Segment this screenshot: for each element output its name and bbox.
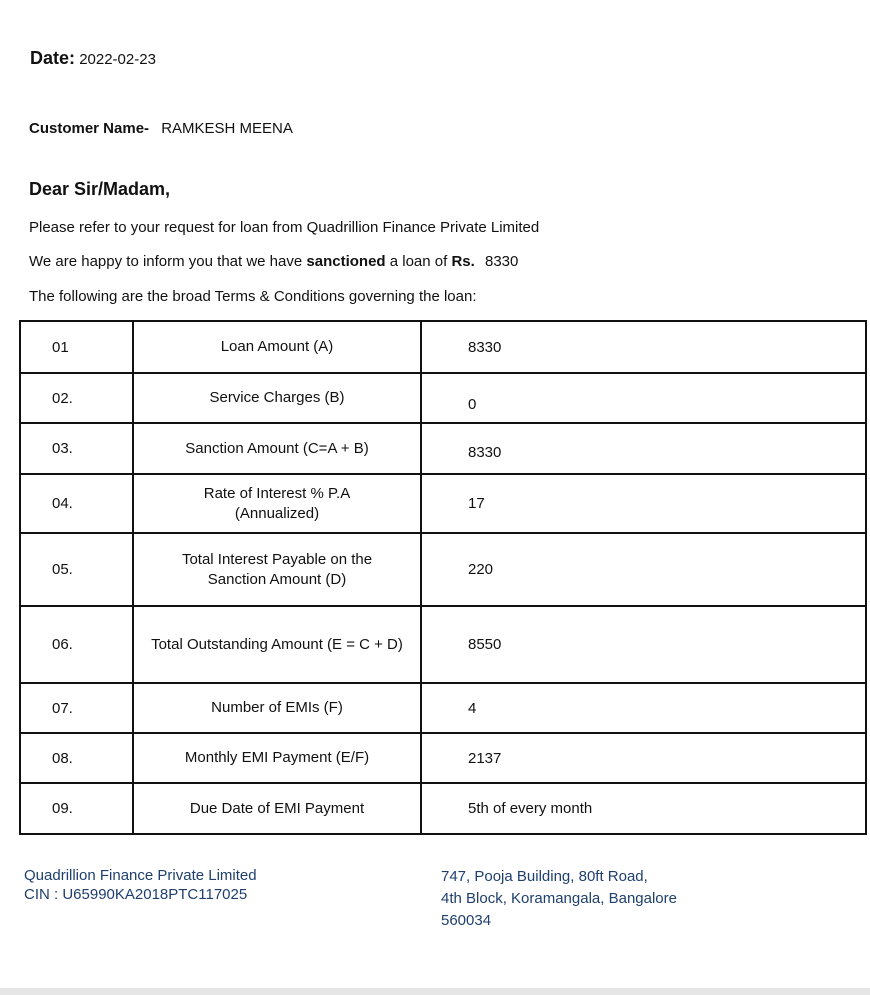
row-number: 04. (20, 474, 133, 533)
row-description: Loan Amount (A) (133, 321, 421, 373)
terms-table (19, 320, 867, 835)
row-number: 03. (20, 423, 133, 474)
row-value: 0 (421, 373, 866, 423)
table-row (20, 606, 866, 683)
table-row (20, 423, 866, 474)
row-description: Rate of Interest % P.A (Annualized) (133, 474, 421, 533)
footer-company-block (24, 866, 257, 904)
date-row: Date: 2022-02-23 (30, 48, 156, 68)
footer-address-block (441, 866, 677, 932)
row-number: 02. (20, 373, 133, 423)
table-row (20, 373, 866, 423)
table-row (20, 533, 866, 606)
row-number: 09. (20, 783, 133, 834)
date-label: Date (30, 48, 70, 68)
table-row (20, 321, 866, 373)
row-description: Number of EMIs (F) (133, 683, 421, 733)
row-description: Due Date of EMI Payment (133, 783, 421, 834)
sanction-text-a: We are happy to inform you that we have (29, 253, 307, 270)
row-number: 06. (20, 606, 133, 683)
sanction-text-d: Rs. (451, 253, 475, 270)
row-value: 4 (421, 683, 866, 733)
row-description: Service Charges (B) (133, 373, 421, 423)
sanction-text-c: a loan of (385, 253, 452, 270)
sanction-text-b: sanctioned (306, 253, 386, 270)
table-row (20, 683, 866, 733)
row-value: 8550 (421, 606, 866, 683)
row-number: 01 (20, 321, 133, 373)
letter-line-sanction (29, 253, 518, 270)
row-number: 05. (20, 533, 133, 606)
row-number: 08. (20, 733, 133, 783)
footer-address-line-3: 560034 (441, 912, 492, 929)
footer-cin: CIN : U65990KA2018PTC117025 (24, 886, 248, 903)
customer-name-row (29, 120, 293, 137)
table-row (20, 733, 866, 783)
row-description: Sanction Amount (C=A + B) (133, 423, 421, 474)
footer-address-line-1: 747, Pooja Building, 80ft Road, (441, 868, 648, 885)
sanction-amount: 8330 (484, 253, 519, 270)
letter-line-terms-intro: The following are the broad Terms & Conditions governing the loan: (29, 288, 477, 305)
salutation: Dear Sir/Madam, (29, 179, 171, 199)
row-value: 2137 (421, 733, 866, 783)
row-description: Total Interest Payable on the Sanction Amount (D) (133, 533, 421, 606)
row-description: Total Outstanding Amount (E = C + D) (133, 606, 421, 683)
row-value: 17 (421, 474, 866, 533)
footer-company-name: Quadrillion Finance Private Limited (24, 867, 257, 884)
customer-name-label: Customer Name- (29, 120, 150, 137)
customer-name-value: RAMKESH MEENA (161, 120, 293, 137)
row-value: 8330 (421, 321, 866, 373)
table-row (20, 783, 866, 834)
row-value: 8330 (421, 423, 866, 474)
row-description: Monthly EMI Payment (E/F) (133, 733, 421, 783)
letter-line-request: Please refer to your request for loan from Quadrillion Finance Private Limited (29, 219, 540, 236)
footer-address-line-2: 4th Block, Koramangala, Bangalore (441, 890, 677, 907)
page-bottom-edge (0, 988, 870, 995)
row-value: 5th of every month (421, 783, 866, 834)
row-value: 220 (421, 533, 866, 606)
table-row (20, 474, 866, 533)
date-value: 2022-02-23 (79, 51, 156, 68)
row-number: 07. (20, 683, 133, 733)
